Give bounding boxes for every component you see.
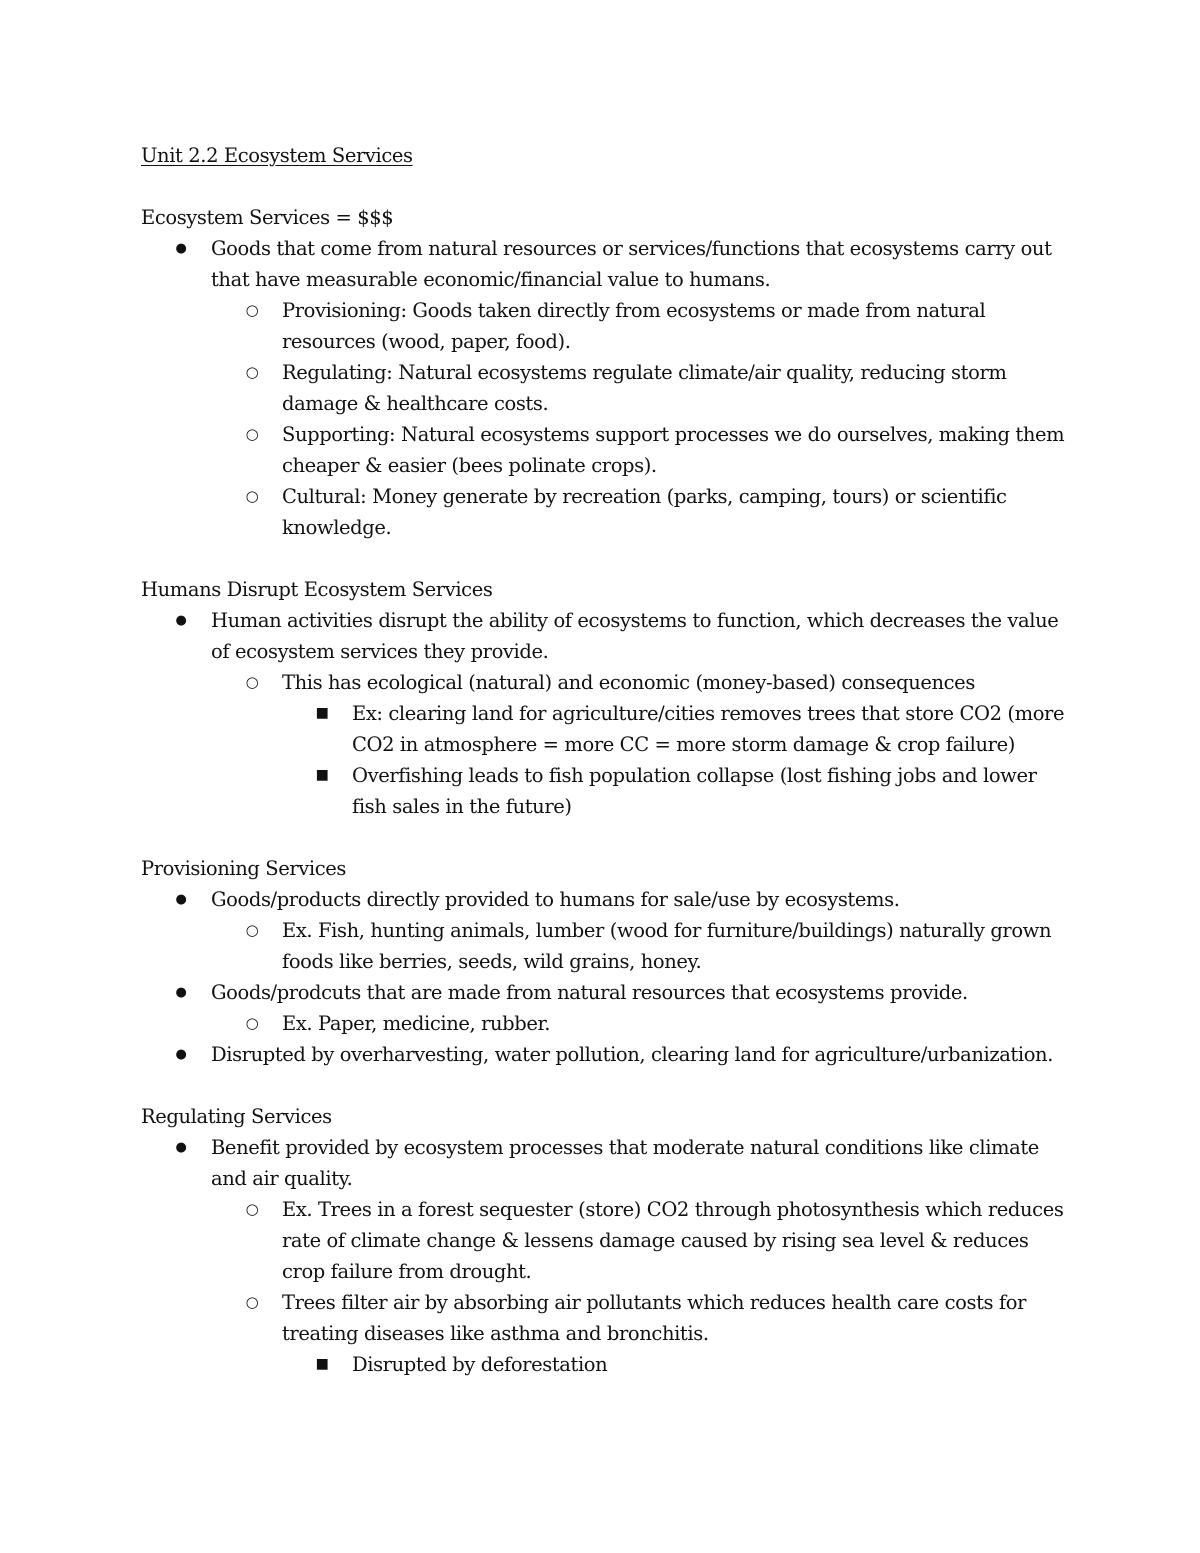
square-bullet-icon: ■ bbox=[315, 705, 329, 721]
section-regulating-services bbox=[141, 1101, 1071, 1380]
spacer bbox=[141, 1070, 1071, 1101]
document-body bbox=[141, 140, 1071, 1380]
list-item bbox=[141, 698, 1071, 760]
document-title: Unit 2.2 Ecosystem Services bbox=[141, 144, 413, 167]
list-item-text: Goods that come from natural resources or services/functions that ecosystems carry out that have measurable economic/financial value to humans. bbox=[211, 237, 1052, 291]
list-item-text: Disrupted by deforestation bbox=[352, 1353, 608, 1376]
list-item bbox=[141, 357, 1071, 419]
filled-circle-bullet-icon: ● bbox=[175, 1047, 187, 1062]
list-item bbox=[141, 1132, 1071, 1194]
filled-circle-bullet-icon: ● bbox=[175, 892, 187, 907]
list-item bbox=[141, 295, 1071, 357]
list-item bbox=[141, 1287, 1071, 1349]
bullet-list bbox=[141, 233, 1071, 543]
list-item bbox=[141, 760, 1071, 822]
hollow-circle-bullet-icon: ○ bbox=[245, 487, 259, 505]
section-heading: Ecosystem Services = $$$ bbox=[141, 206, 394, 229]
hollow-circle-bullet-icon: ○ bbox=[245, 1293, 259, 1311]
list-item bbox=[141, 605, 1071, 667]
list-item bbox=[141, 419, 1071, 481]
list-item bbox=[141, 915, 1071, 977]
list-item bbox=[141, 977, 1071, 1008]
filled-circle-bullet-icon: ● bbox=[175, 241, 187, 256]
list-item-text: Provisioning: Goods taken directly from ecosystems or made from natural resources (wood, paper, food). bbox=[282, 299, 986, 353]
hollow-circle-bullet-icon: ○ bbox=[245, 301, 259, 319]
list-item bbox=[141, 481, 1071, 543]
list-item-text: Goods/products directly provided to humans for sale/use by ecosystems. bbox=[211, 888, 900, 911]
section-humans-disrupt bbox=[141, 574, 1071, 822]
hollow-circle-bullet-icon: ○ bbox=[245, 921, 259, 939]
bullet-list bbox=[141, 1132, 1071, 1380]
section-heading: Provisioning Services bbox=[141, 857, 346, 880]
hollow-circle-bullet-icon: ○ bbox=[245, 425, 259, 443]
list-item-text: Regulating: Natural ecosystems regulate climate/air quality, reducing storm damage & healthcare costs. bbox=[282, 361, 1007, 415]
filled-circle-bullet-icon: ● bbox=[175, 613, 187, 628]
list-item bbox=[141, 1039, 1071, 1070]
bullet-list bbox=[141, 884, 1071, 1070]
square-bullet-icon: ■ bbox=[315, 1356, 329, 1372]
list-item-text: Supporting: Natural ecosystems support processes we do ourselves, making them cheaper & easier (bees polinate crops). bbox=[282, 423, 1065, 477]
section-provisioning-services bbox=[141, 853, 1071, 1070]
list-item bbox=[141, 233, 1071, 295]
hollow-circle-bullet-icon: ○ bbox=[245, 673, 259, 691]
hollow-circle-bullet-icon: ○ bbox=[245, 1014, 259, 1032]
list-item-text: Goods/prodcuts that are made from natural resources that ecosystems provide. bbox=[211, 981, 968, 1004]
hollow-circle-bullet-icon: ○ bbox=[245, 363, 259, 381]
hollow-circle-bullet-icon: ○ bbox=[245, 1200, 259, 1218]
section-ecosystem-services bbox=[141, 202, 1071, 543]
list-item-text: This has ecological (natural) and economic (money-based) consequences bbox=[282, 671, 975, 694]
list-item bbox=[141, 667, 1071, 698]
spacer bbox=[141, 822, 1071, 853]
list-item-text: Human activities disrupt the ability of ecosystems to function, which decreases the value of ecosystem services they provide. bbox=[211, 609, 1059, 663]
list-item bbox=[141, 1008, 1071, 1039]
list-item-text: Ex. Paper, medicine, rubber. bbox=[282, 1012, 551, 1035]
spacer bbox=[141, 171, 1071, 202]
list-item-text: Ex: clearing land for agriculture/cities removes trees that store CO2 (more CO2 in atmosphere = more CC = more storm damage & crop failure) bbox=[352, 702, 1065, 756]
list-item bbox=[141, 1194, 1071, 1287]
list-item-text: Cultural: Money generate by recreation (parks, camping, tours) or scientific knowledge. bbox=[282, 485, 1007, 539]
section-heading: Humans Disrupt Ecosystem Services bbox=[141, 578, 493, 601]
list-item-text: Trees filter air by absorbing air pollutants which reduces health care costs for treating diseases like asthma and bronchitis. bbox=[282, 1291, 1027, 1345]
list-item-text: Ex. Trees in a forest sequester (store) CO2 through photosynthesis which reduces rate of climate change & lessens damage caused by rising sea level & reduces crop failure from drought. bbox=[282, 1198, 1064, 1283]
square-bullet-icon: ■ bbox=[315, 767, 329, 783]
list-item bbox=[141, 884, 1071, 915]
filled-circle-bullet-icon: ● bbox=[175, 985, 187, 1000]
spacer bbox=[141, 543, 1071, 574]
filled-circle-bullet-icon: ● bbox=[175, 1140, 187, 1155]
list-item-text: Overfishing leads to fish population collapse (lost fishing jobs and lower fish sales in the future) bbox=[352, 764, 1037, 818]
list-item-text: Ex. Fish, hunting animals, lumber (wood for furniture/buildings) naturally grown foods like berries, seeds, wild grains, honey. bbox=[282, 919, 1052, 973]
bullet-list bbox=[141, 605, 1071, 822]
list-item bbox=[141, 1349, 1071, 1380]
section-heading: Regulating Services bbox=[141, 1105, 332, 1128]
list-item-text: Disrupted by overharvesting, water pollution, clearing land for agriculture/urbanization. bbox=[211, 1043, 1053, 1066]
list-item-text: Benefit provided by ecosystem processes that moderate natural conditions like climate and air quality. bbox=[211, 1136, 1039, 1190]
